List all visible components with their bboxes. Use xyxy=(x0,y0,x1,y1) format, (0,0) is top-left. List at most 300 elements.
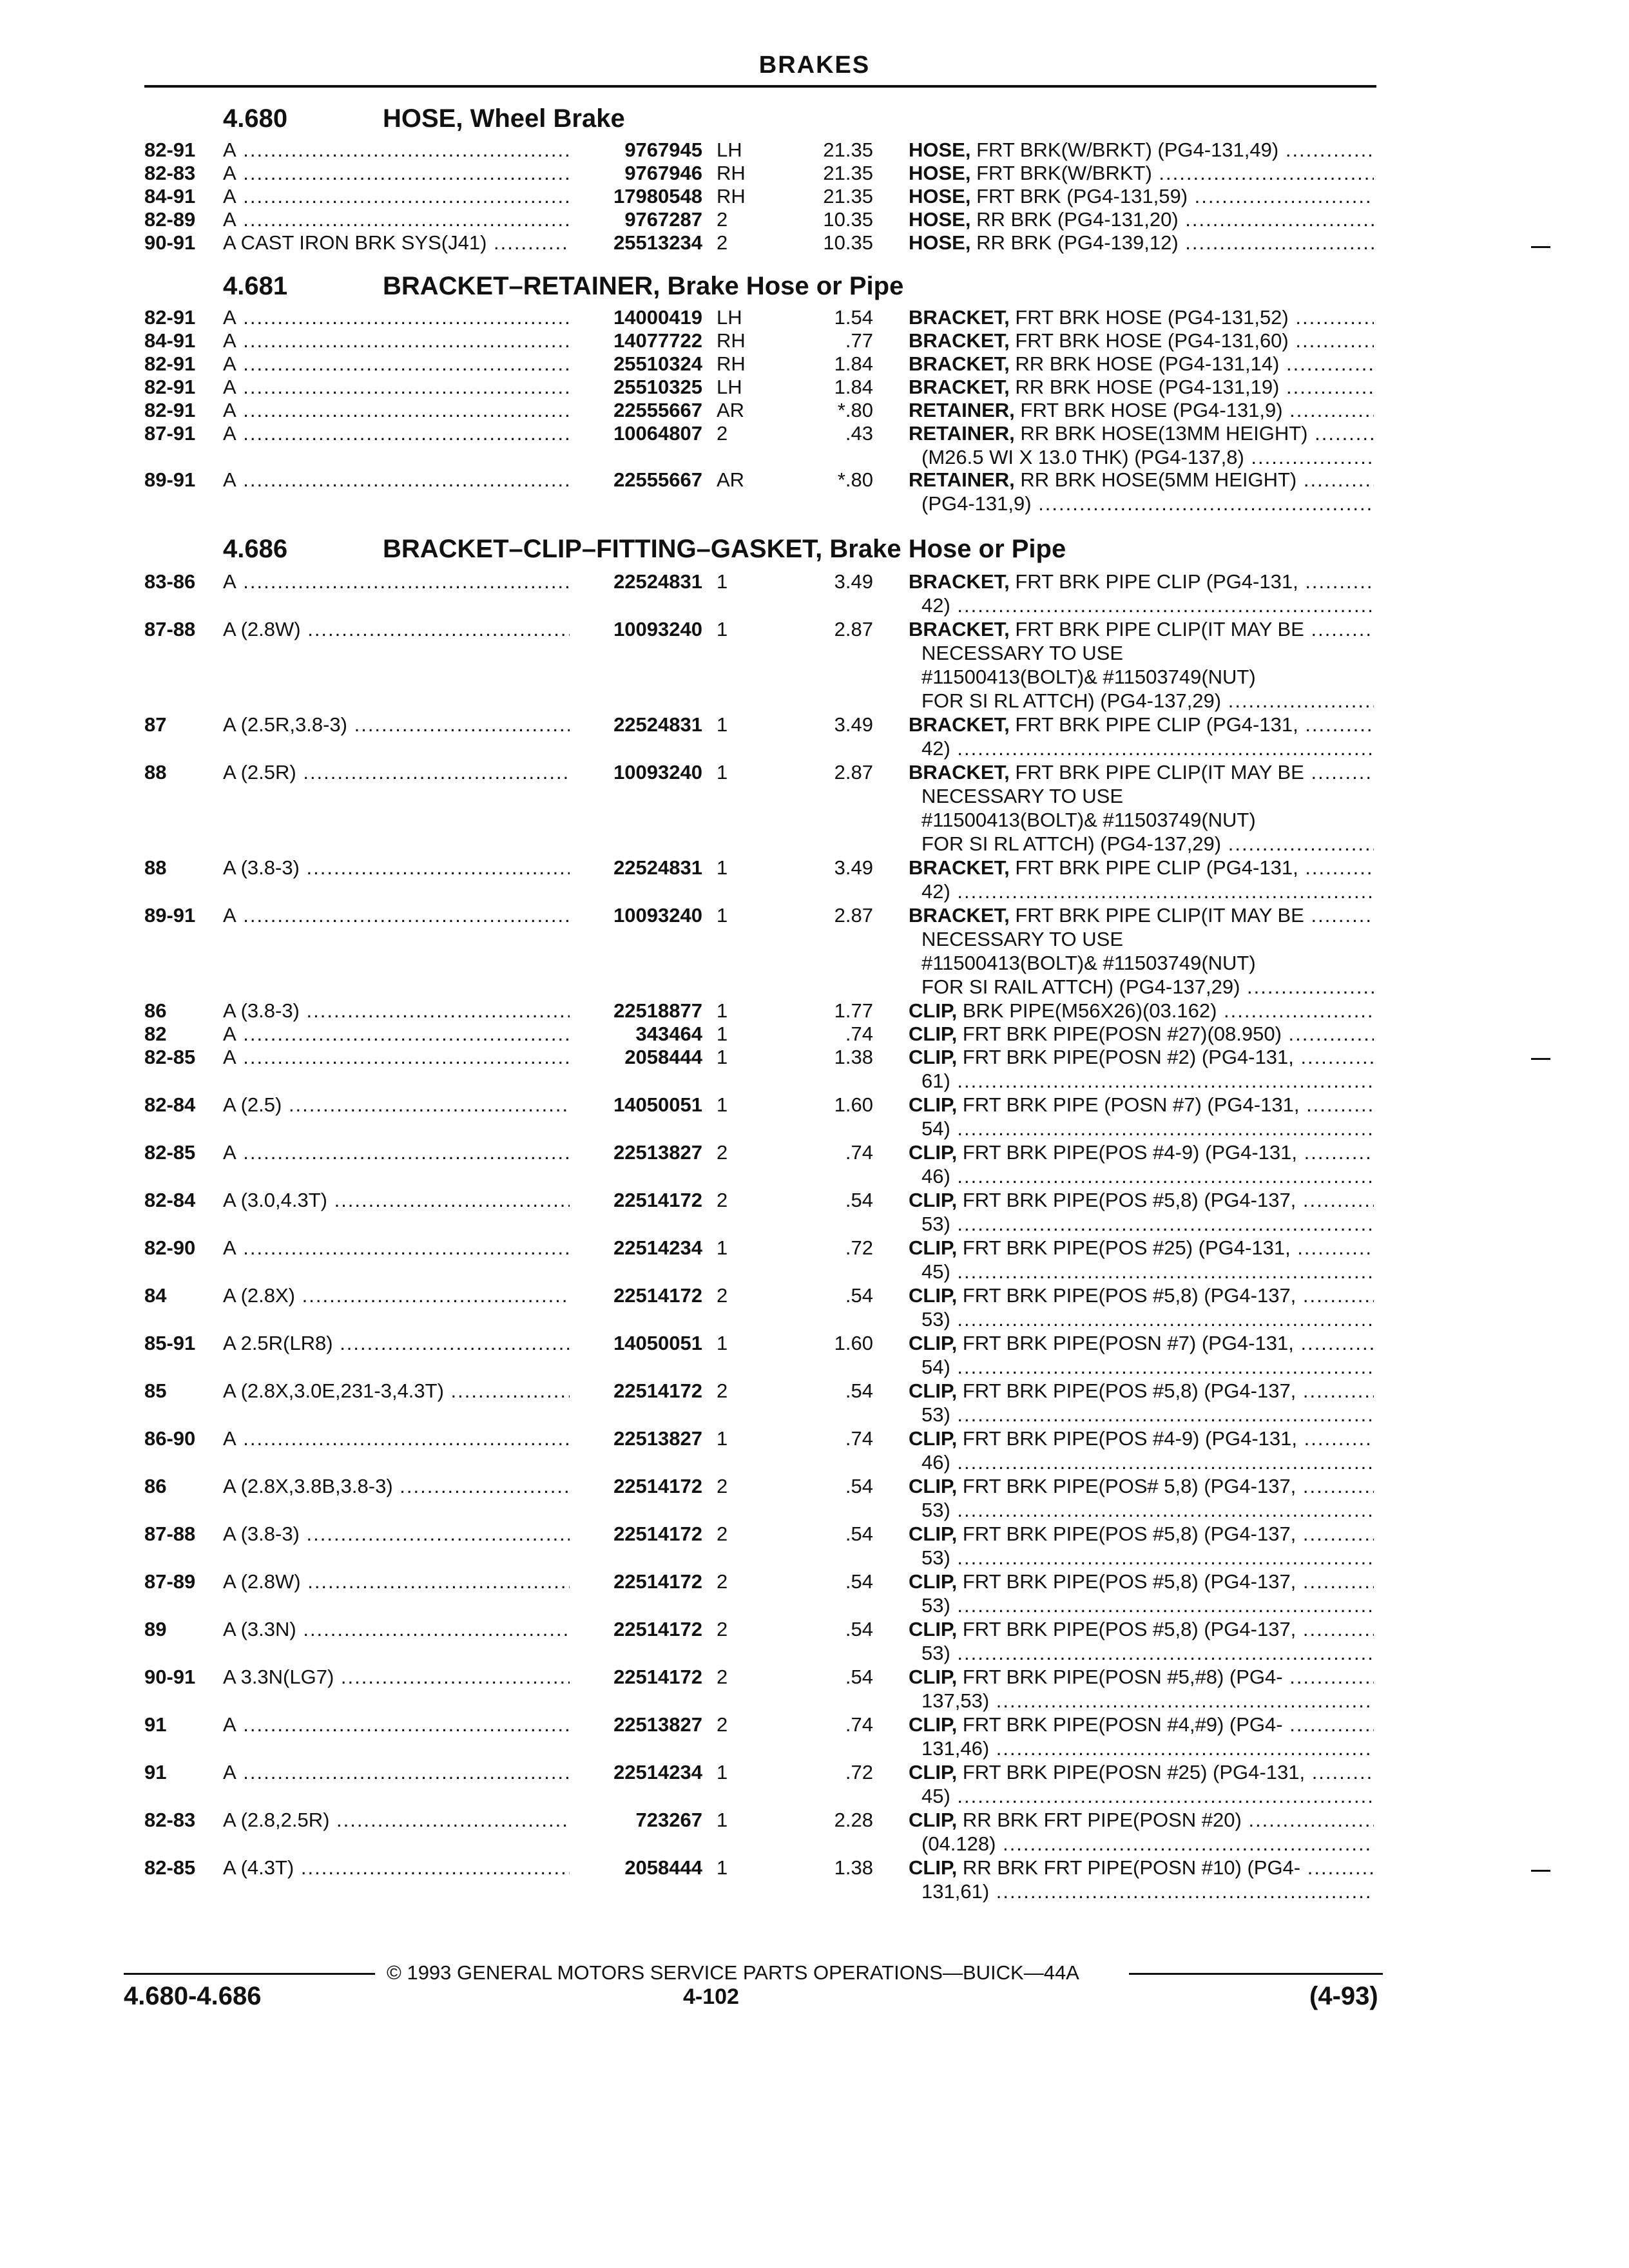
price: .72 xyxy=(845,1236,873,1259)
description-text: FRT BRK(W/BRKT) (PG4-131,49) xyxy=(976,139,1279,161)
model-code: A ..... xyxy=(223,570,570,593)
quantity: 2 xyxy=(717,1570,728,1593)
part-number: 2058444 xyxy=(618,1856,702,1879)
price: 1.54 xyxy=(834,306,873,329)
description-text: FRT BRK PIPE(POS #5,8) (PG4-137, xyxy=(962,1379,1296,1402)
price: 1.60 xyxy=(834,1093,873,1116)
description-continuation: 53) ..... xyxy=(921,1403,1374,1427)
description-keyword: CLIP, xyxy=(909,1523,958,1545)
model-years: 91 xyxy=(144,1713,167,1736)
model-years: 86-90 xyxy=(144,1427,196,1450)
description-keyword: BRACKET, xyxy=(909,352,1010,375)
description xyxy=(909,1474,1374,1498)
description-keyword: BRACKET, xyxy=(909,329,1010,352)
table-row xyxy=(0,375,1629,399)
model-code: A (3.3N) ..... xyxy=(223,1617,570,1641)
description-continuation: #11500413(BOLT)& #11503749(NUT) xyxy=(921,666,1256,688)
row-continuation-line xyxy=(0,1641,1629,1665)
part-number: 17980548 xyxy=(607,184,702,208)
price: 10.35 xyxy=(823,231,873,254)
quantity: 1 xyxy=(717,761,728,783)
model-years: 88 xyxy=(144,761,167,783)
row-main-line xyxy=(0,617,1629,641)
description-continuation: NECESSARY TO USE xyxy=(921,785,1123,807)
description-keyword: CLIP, xyxy=(909,1618,958,1640)
description xyxy=(909,1093,1374,1117)
row-main-line xyxy=(0,352,1629,376)
description-keyword: CLIP, xyxy=(909,1046,958,1068)
quantity: RH xyxy=(717,162,746,184)
model-years: 90-91 xyxy=(144,1666,196,1688)
description-continuation: 53) ..... xyxy=(921,1641,1374,1665)
description xyxy=(909,999,1374,1023)
description-text: RR BRK HOSE (PG4-131,19) xyxy=(1015,376,1280,398)
table-row xyxy=(0,1522,1629,1570)
description-text: FRT BRK PIPE(POSN #4,#9) (PG4- xyxy=(962,1713,1283,1736)
table-row xyxy=(0,760,1629,856)
row-continuation-line xyxy=(0,492,1629,515)
description xyxy=(909,305,1374,329)
description-text: FRT BRK PIPE(POS #5,8) (PG4-137, xyxy=(962,1570,1296,1593)
row-main-line xyxy=(0,1045,1629,1069)
description-continuation: 53) ..... xyxy=(921,1593,1374,1617)
model-years: 84-91 xyxy=(144,329,196,352)
quantity: 1 xyxy=(717,1023,728,1045)
description xyxy=(909,1379,1374,1403)
description-keyword: CLIP, xyxy=(909,1713,958,1736)
model-years: 87 xyxy=(144,713,167,736)
row-main-line xyxy=(0,305,1629,329)
section-heading-4681 xyxy=(223,272,903,301)
model-code: A ..... xyxy=(223,1713,570,1736)
price: .54 xyxy=(845,1284,873,1307)
quantity: AR xyxy=(717,468,745,491)
model-code: A ..... xyxy=(223,305,570,329)
description xyxy=(909,1283,1374,1307)
price: .54 xyxy=(845,1570,873,1593)
quantity: 2 xyxy=(717,1523,728,1545)
row-main-line xyxy=(0,1665,1629,1689)
model-code: A (2.5R) ..... xyxy=(223,760,570,784)
row-continuation-line xyxy=(0,641,1629,665)
description xyxy=(909,1427,1374,1450)
description-keyword: BRACKET, xyxy=(909,856,1010,879)
model-code: A ..... xyxy=(223,1140,570,1164)
part-number: 9767946 xyxy=(618,161,702,185)
description-continuation: (04.128) ..... xyxy=(921,1832,1374,1856)
description-continuation: NECESSARY TO USE xyxy=(921,928,1123,950)
footer-date-code: (4-93) xyxy=(1309,1982,1378,2010)
description-text: FRT BRK PIPE CLIP(IT MAY BE xyxy=(1015,761,1304,783)
quantity: 1 xyxy=(717,999,728,1022)
table-row xyxy=(0,1236,1629,1283)
model-years: 82-90 xyxy=(144,1236,196,1259)
part-number: 22514172 xyxy=(607,1522,702,1546)
description-continuation: 137,53) ..... xyxy=(921,1689,1374,1713)
description-keyword: BRACKET, xyxy=(909,713,1010,736)
description-text: FRT BRK PIPE(POSN #2) (PG4-131, xyxy=(962,1046,1294,1068)
description-keyword: CLIP, xyxy=(909,1189,958,1211)
description-continuation: 46) ..... xyxy=(921,1164,1374,1188)
row-main-line xyxy=(0,1760,1629,1784)
quantity: RH xyxy=(717,352,746,375)
description-keyword: BRACKET, xyxy=(909,306,1010,329)
description xyxy=(909,1236,1374,1260)
part-number: 22514172 xyxy=(607,1570,702,1593)
model-years: 82-89 xyxy=(144,208,196,231)
price: .54 xyxy=(845,1189,873,1211)
description-continuation: 61) ..... xyxy=(921,1069,1374,1093)
model-years: 82-83 xyxy=(144,162,196,184)
description-keyword: CLIP, xyxy=(909,1141,958,1164)
row-continuation-line xyxy=(0,1260,1629,1283)
description-continuation: 42) ..... xyxy=(921,736,1374,760)
price: 2.87 xyxy=(834,904,873,927)
table-row xyxy=(0,1283,1629,1331)
description-text: RR BRK HOSE (PG4-131,14) xyxy=(1015,352,1280,375)
quantity: RH xyxy=(717,329,746,352)
quantity: 2 xyxy=(717,208,728,231)
row-continuation-line xyxy=(0,808,1629,832)
description-text: FRT BRK PIPE(POSN #27)(08.950) xyxy=(962,1023,1282,1045)
table-row xyxy=(0,1617,1629,1665)
description-text: RR BRK HOSE(13MM HEIGHT) xyxy=(1020,422,1308,445)
table-row xyxy=(0,1188,1629,1236)
description xyxy=(909,1617,1374,1641)
row-continuation-line xyxy=(0,784,1629,808)
part-number: 22513827 xyxy=(607,1427,702,1450)
part-number: 22514172 xyxy=(607,1379,702,1403)
row-main-line xyxy=(0,713,1629,736)
quantity: 2 xyxy=(717,1713,728,1736)
model-years: 82-85 xyxy=(144,1856,196,1879)
row-main-line xyxy=(0,1331,1629,1355)
table-row xyxy=(0,1856,1629,1903)
price: .54 xyxy=(845,1666,873,1688)
row-main-line xyxy=(0,329,1629,352)
row-main-line xyxy=(0,375,1629,399)
description xyxy=(909,1140,1374,1164)
description-continuation: 131,46) ..... xyxy=(921,1736,1374,1760)
description-continuation: 53) ..... xyxy=(921,1546,1374,1570)
quantity: 1 xyxy=(717,1236,728,1259)
description-text: FRT BRK PIPE(POS #4-9) (PG4-131, xyxy=(962,1427,1298,1450)
price: 2.28 xyxy=(834,1809,873,1831)
model-code: A ..... xyxy=(223,375,570,399)
model-years: 83-86 xyxy=(144,570,196,593)
model-years: 84-91 xyxy=(144,185,196,207)
row-main-line xyxy=(0,760,1629,784)
part-number: 343464 xyxy=(630,1022,702,1046)
description-keyword: HOSE, xyxy=(909,208,971,231)
row-continuation-line xyxy=(0,927,1629,951)
row-continuation-line xyxy=(0,1832,1629,1856)
description-text: BRK PIPE(M56X26)(03.162) xyxy=(962,999,1217,1022)
price: 3.49 xyxy=(834,570,873,593)
row-main-line xyxy=(0,570,1629,593)
table-row xyxy=(0,231,1629,255)
price: .54 xyxy=(845,1379,873,1402)
description-continuation: FOR SI RL ATTCH) (PG4-137,29) ..... xyxy=(921,832,1374,856)
price: *.80 xyxy=(837,399,873,421)
model-years: 89 xyxy=(144,1618,167,1640)
model-years: 91 xyxy=(144,1761,167,1783)
description-continuation: NECESSARY TO USE xyxy=(921,642,1123,664)
quantity: AR xyxy=(717,399,745,421)
footer-copyright: © 1993 GENERAL MOTORS SERVICE PARTS OPERATIONS—BUICK—44A xyxy=(387,1961,1079,1984)
description-continuation: 53) ..... xyxy=(921,1307,1374,1331)
description-continuation: #11500413(BOLT)& #11503749(NUT) xyxy=(921,952,1256,974)
row-continuation-line xyxy=(0,1355,1629,1379)
description-continuation: 131,61) ..... xyxy=(921,1879,1374,1903)
quantity: 2 xyxy=(717,1141,728,1164)
table-row xyxy=(0,305,1629,329)
row-main-line xyxy=(0,1617,1629,1641)
row-main-line xyxy=(0,468,1629,492)
part-number: 22518877 xyxy=(607,999,702,1023)
price: .74 xyxy=(845,1427,873,1450)
description-text: FRT BRK PIPE(POSN #5,#8) (PG4- xyxy=(962,1666,1283,1688)
row-main-line xyxy=(0,999,1629,1023)
description xyxy=(909,1808,1374,1832)
table-row xyxy=(0,1665,1629,1713)
quantity: 1 xyxy=(717,1046,728,1068)
description-keyword: BRACKET, xyxy=(909,376,1010,398)
part-number: 22514172 xyxy=(607,1283,702,1307)
model-years: 82-91 xyxy=(144,376,196,398)
table-row xyxy=(0,1808,1629,1856)
model-code: A ..... xyxy=(223,903,570,927)
price: 2.87 xyxy=(834,761,873,783)
quantity: 2 xyxy=(717,1379,728,1402)
model-code: A 2.5R(LR8) ..... xyxy=(223,1331,570,1355)
table-row xyxy=(0,161,1629,185)
price: 10.35 xyxy=(823,208,873,231)
quantity: 1 xyxy=(717,713,728,736)
quantity: 1 xyxy=(717,1761,728,1783)
quantity: RH xyxy=(717,185,746,207)
description-text: FRT BRK PIPE CLIP(IT MAY BE xyxy=(1015,904,1304,927)
description-keyword: BRACKET, xyxy=(909,904,1010,927)
description-continuation: 46) ..... xyxy=(921,1450,1374,1474)
model-years: 90-91 xyxy=(144,231,196,254)
quantity: LH xyxy=(717,376,742,398)
model-years: 88 xyxy=(144,856,167,879)
row-main-line xyxy=(0,1093,1629,1117)
section-title: BRACKET–RETAINER, Brake Hose or Pipe xyxy=(383,272,904,300)
quantity: 1 xyxy=(717,1809,728,1831)
table-row xyxy=(0,1427,1629,1474)
quantity: 2 xyxy=(717,1284,728,1307)
description-text: FRT BRK PIPE(POSN #7) (PG4-131, xyxy=(962,1332,1294,1354)
description-continuation: 53) ..... xyxy=(921,1212,1374,1236)
description-text: FRT BRK PIPE(POS #4-9) (PG4-131, xyxy=(962,1141,1298,1164)
table-row xyxy=(0,1140,1629,1188)
quantity: 2 xyxy=(717,1189,728,1211)
row-main-line xyxy=(0,1474,1629,1498)
row-continuation-line xyxy=(0,1498,1629,1522)
price: .54 xyxy=(845,1523,873,1545)
description-keyword: BRACKET, xyxy=(909,618,1010,640)
part-number: 25513234 xyxy=(607,231,702,255)
model-code: A ..... xyxy=(223,1760,570,1784)
section-number: 4.681 xyxy=(223,272,288,300)
price: .72 xyxy=(845,1761,873,1783)
row-continuation-line xyxy=(0,1212,1629,1236)
model-code: A (3.8-3) ..... xyxy=(223,1522,570,1546)
description-text: FRT BRK PIPE CLIP (PG4-131, xyxy=(1015,713,1298,736)
row-continuation-line xyxy=(0,1117,1629,1140)
table-row xyxy=(0,856,1629,903)
description-text: FRT BRK PIPE (POSN #7) (PG4-131, xyxy=(962,1093,1300,1116)
row-main-line xyxy=(0,138,1629,162)
row-main-line xyxy=(0,421,1629,445)
model-code: A ..... xyxy=(223,468,570,492)
description xyxy=(909,617,1374,641)
description xyxy=(909,1522,1374,1546)
part-number: 22524831 xyxy=(607,856,702,879)
section-title: BRACKET–CLIP–FITTING–GASKET, Brake Hose or Pipe xyxy=(383,535,1066,563)
description-keyword: CLIP, xyxy=(909,1284,958,1307)
part-number: 25510324 xyxy=(607,352,702,376)
description-text: FRT BRK PIPE(POS #5,8) (PG4-137, xyxy=(962,1618,1296,1640)
description xyxy=(909,903,1374,927)
row-main-line xyxy=(0,1427,1629,1450)
description xyxy=(909,375,1374,399)
table-row xyxy=(0,138,1629,162)
quantity: 2 xyxy=(717,1618,728,1640)
description xyxy=(909,570,1374,593)
description-continuation: 54) ..... xyxy=(921,1355,1374,1379)
price: 21.35 xyxy=(823,162,873,184)
description-keyword: HOSE, xyxy=(909,185,971,207)
description-keyword: CLIP, xyxy=(909,1427,958,1450)
description-keyword: HOSE, xyxy=(909,139,971,161)
model-code: A ..... xyxy=(223,1427,570,1450)
row-continuation-line xyxy=(0,1164,1629,1188)
description xyxy=(909,207,1374,231)
price: 2.87 xyxy=(834,618,873,640)
row-continuation-line xyxy=(0,1403,1629,1427)
row-main-line xyxy=(0,161,1629,185)
price: 1.38 xyxy=(834,1046,873,1068)
model-code: A ..... xyxy=(223,207,570,231)
model-years: 82-85 xyxy=(144,1046,196,1068)
model-code: A ..... xyxy=(223,1236,570,1260)
model-code: A ..... xyxy=(223,1022,570,1046)
description xyxy=(909,1022,1374,1046)
table-row xyxy=(0,1045,1629,1093)
price: 1.60 xyxy=(834,1332,873,1354)
model-years: 86 xyxy=(144,999,167,1022)
part-number: 22514172 xyxy=(607,1474,702,1498)
model-code: A (2.8X) ..... xyxy=(223,1283,570,1307)
description-keyword: CLIP, xyxy=(909,1666,958,1688)
part-number: 22514234 xyxy=(607,1760,702,1784)
row-main-line xyxy=(0,1283,1629,1307)
table-row xyxy=(0,468,1629,515)
row-continuation-line xyxy=(0,951,1629,975)
row-main-line xyxy=(0,1188,1629,1212)
quantity: 1 xyxy=(717,618,728,640)
description-continuation: 53) ..... xyxy=(921,1498,1374,1522)
model-years: 85 xyxy=(144,1379,167,1402)
description-keyword: CLIP, xyxy=(909,1856,958,1879)
margin-mark xyxy=(1531,1870,1550,1872)
row-main-line xyxy=(0,231,1629,255)
description xyxy=(909,138,1374,162)
table-row xyxy=(0,1331,1629,1379)
row-continuation-line xyxy=(0,1784,1629,1808)
row-main-line xyxy=(0,856,1629,879)
table-row xyxy=(0,713,1629,760)
description-continuation: FOR SI RAIL ATTCH) (PG4-137,29) ..... xyxy=(921,975,1374,999)
model-years: 85-91 xyxy=(144,1332,196,1354)
footer-section-range: 4.680-4.686 xyxy=(124,1982,262,2010)
header-rule xyxy=(144,85,1376,88)
description xyxy=(909,184,1374,208)
quantity: LH xyxy=(717,306,742,329)
part-number: 22514172 xyxy=(607,1617,702,1641)
part-number: 2058444 xyxy=(618,1045,702,1069)
model-code: A (2.8X,3.0E,231-3,4.3T) ..... xyxy=(223,1379,570,1403)
quantity: 1 xyxy=(717,856,728,879)
description-text: FRT BRK PIPE CLIP (PG4-131, xyxy=(1015,856,1298,879)
model-code: A ..... xyxy=(223,161,570,185)
row-main-line xyxy=(0,1570,1629,1593)
description-keyword: BRACKET, xyxy=(909,570,1010,593)
model-years: 87-89 xyxy=(144,1570,196,1593)
table-row xyxy=(0,1022,1629,1046)
description-text: FRT BRK PIPE(POS #5,8) (PG4-137, xyxy=(962,1189,1296,1211)
price: .43 xyxy=(845,422,873,445)
table-row xyxy=(0,1093,1629,1140)
description-keyword: CLIP, xyxy=(909,999,958,1022)
quantity: 2 xyxy=(717,422,728,445)
margin-mark xyxy=(1531,1058,1550,1060)
description-text: RR BRK (PG4-139,12) xyxy=(976,231,1179,254)
description-text: FRT BRK PIPE(POS #5,8) (PG4-137, xyxy=(962,1523,1296,1545)
price: .74 xyxy=(845,1141,873,1164)
model-code: A (4.3T) ..... xyxy=(223,1856,570,1879)
price: .77 xyxy=(845,329,873,352)
quantity: 2 xyxy=(717,231,728,254)
model-years: 82-83 xyxy=(144,1809,196,1831)
part-number: 22513827 xyxy=(607,1140,702,1164)
part-number: 10093240 xyxy=(607,617,702,641)
description xyxy=(909,231,1374,255)
description-continuation: 54) ..... xyxy=(921,1117,1374,1140)
description xyxy=(909,1760,1374,1784)
description xyxy=(909,713,1374,736)
description-text: FRT BRK PIPE CLIP (PG4-131, xyxy=(1015,570,1298,593)
section-heading-4680 xyxy=(223,104,625,133)
model-code: A (2.8X,3.8B,3.8-3) ..... xyxy=(223,1474,570,1498)
price: 3.49 xyxy=(834,713,873,736)
price: 1.77 xyxy=(834,999,873,1022)
description xyxy=(909,329,1374,352)
description-keyword: BRACKET, xyxy=(909,761,1010,783)
part-number: 22514172 xyxy=(607,1188,702,1212)
description-text: FRT BRK PIPE CLIP(IT MAY BE xyxy=(1015,618,1304,640)
part-number: 10064807 xyxy=(607,421,702,445)
model-code: A ..... xyxy=(223,1045,570,1069)
model-code: A (2.8,2.5R) ..... xyxy=(223,1808,570,1832)
description-keyword: CLIP, xyxy=(909,1332,958,1354)
table-row xyxy=(0,352,1629,376)
row-continuation-line xyxy=(0,445,1629,469)
table-row xyxy=(0,999,1629,1023)
